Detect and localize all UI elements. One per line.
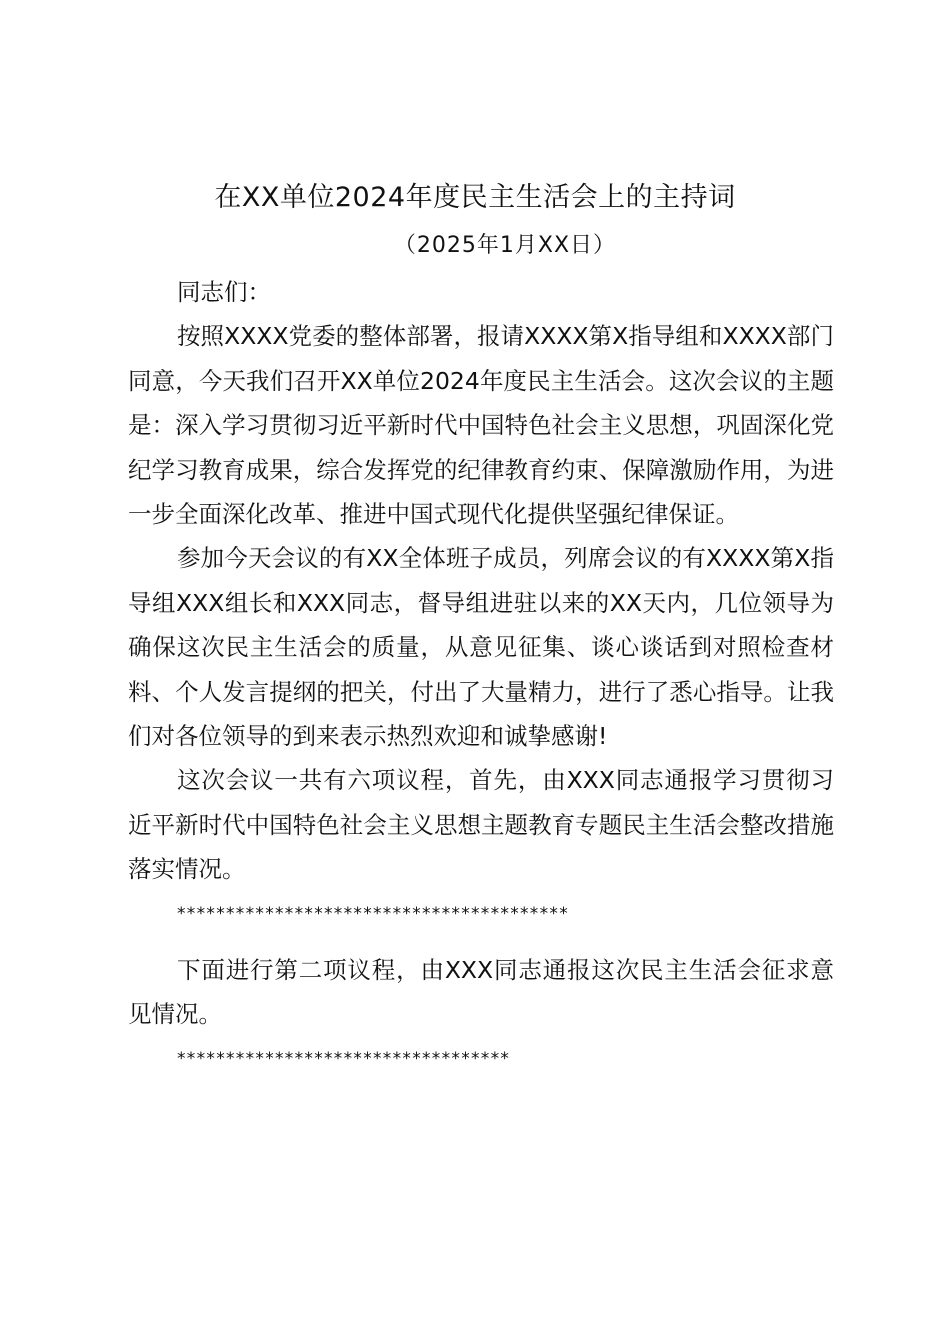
paragraph-attendees: 参加今天会议的有XX全体班子成员，列席会议的有XXXX第X指导组XXX组长和XXX同志，督导组进驻以来的XX天内，几位领导为确保这次民主生活会的质量，从意见征集、谈心谈话到对照检查材料、个人发言提纲的把关，付出了大量精力，进行了悉心指导。让我们对各位领导的到来表示热烈欢迎和诚挚感谢! bbox=[128, 544, 834, 751]
paragraph-agenda-first: 这次会议一共有六项议程，首先，由XXX同志通报学习贯彻习近平新时代中国特色社会主义思想主题教育专题民主生活会整改措施落实情况。 bbox=[128, 766, 834, 884]
document-date: （2025年1月XX日） bbox=[393, 233, 617, 258]
document-body bbox=[128, 270, 834, 1081]
separator-line: **************************************** bbox=[177, 903, 569, 924]
paragraph-agenda-second: 下面进行第二项议程，由XXX同志通报这次民主生活会征求意见情况。 bbox=[128, 955, 834, 1029]
document-title: 在XX单位2024年度民主生活会上的主持词 bbox=[214, 182, 736, 213]
paragraph-opening: 按照XXXX党委的整体部署，报请XXXX第X指导组和XXXX部门同意，今天我们召开XX单位2024年度民主生活会。这次会议的主题是：深入学习贯彻习近平新时代中国特色社会主义思想，巩固深化党纪学习教育成果，综合发挥党的纪律教育约束、保障激励作用，为进一步全面深化改革、推进中国式现代化提供坚强纪律保证。 bbox=[128, 322, 834, 529]
separator-line-2: ********************************** bbox=[177, 1048, 511, 1069]
salutation: 同志们： bbox=[177, 278, 271, 306]
